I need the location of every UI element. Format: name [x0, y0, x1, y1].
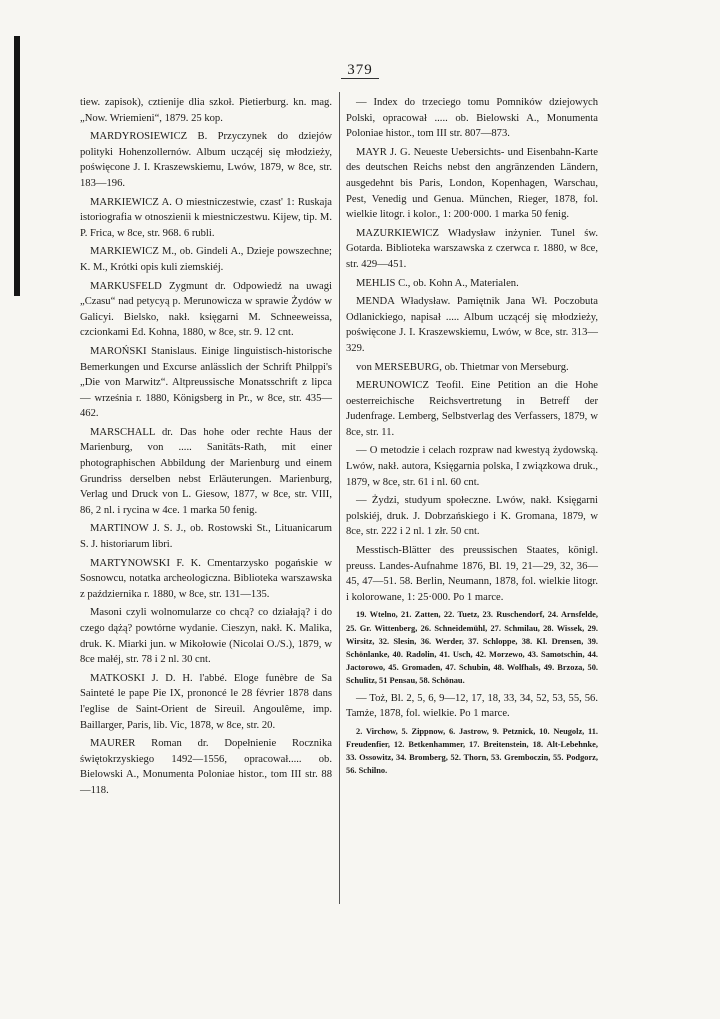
entry-messtisch: Messtisch-Blätter des preussischen Staates, königl. preuss. Landes-Aufnahme 1876, Bl. 19, 21—29, 32, 36—45, 47—51. 58. Berlin, Neumann, 1878, fol. wielkie litogr. i kolorowane, 1: 25·000. Po 1 marce. — [346, 545, 598, 603]
entry-metodzie: — O metodzie i celach rozpraw nad kwestyą żydowską. Lwów, nakł. autora, Księgarnia polska, I związkowa druk., 1879, w 8ce, str. 61 i nl. 60 cnt. — [346, 445, 598, 488]
entry-markusfeld: MARKUSFELD Zygmunt dr. Odpowiedź na uwagi „Czasu“ nad petycyą p. Merunowicza w sprawie Żydów w Galicyi. Bielsko, nakł. księgarni M. Schneeweissa, czcionkami Ed. Kohna, 1880, w 8ce, str. 9. 12 cnt. — [80, 280, 332, 339]
entry-masoni: Masoni czyli wolnomularze co chcą? co działają? i do czego dążą? powtórne wydanie. Cieszyn, nakł. K. Malika, druk. K. Miarki jun. w Mikołowie (Nicolai O./S.), 1879, w 8ce małéj, str. 78 i 2 nl. 30 cnt. — [80, 607, 332, 666]
entry-martynowski: MARTYNOWSKI F. K. Cmentarzysko pogańskie w Sosnowcu, notatka archeologiczna. Biblioteka warszawska z października r. 1880, w 8ce, str. 131—135. — [80, 557, 332, 600]
entry-martinow: MARTINOW J. S. J., ob. Rostowski St., Lituanicarum S. J. historiarum libri. — [80, 523, 332, 551]
entry-index: — Index do trzeciego tomu Pomników dziejowych Polski, opracował ..... ob. Bielowski A., Monumenta Poloniae histor., tom III str. 807—873. — [346, 97, 598, 140]
entry-merseburg: von MERSEBURG, ob. Thietmar von Merseburg. — [356, 361, 569, 373]
entry-marschall: MARSCHALL dr. Das hohe oder rechte Haus der Marienburg, von ..... Sanitäts-Rath, mit einer photographischen Abbildung der Marienburg und einem Grundriss derselben nebst Erläuterungen. Marienburg, Verlag und Druck von L. Giesow, 1877, w 8ce, str. VIII, 86, 2 nl. i rycina w 4ce. 1 marka 50 fenig. — [80, 426, 332, 516]
entry-toz: — Toż, Bl. 2, 5, 6, 9—12, 17, 18, 33, 34, 52, 53, 55, 56. Tamże, 1878, fol. wielkie. Po 1 marce. — [346, 692, 598, 720]
entry-mehlis: MEHLIS C., ob. Kohn A., Materialen. — [356, 277, 519, 289]
column-divider — [339, 92, 340, 904]
entry-continuation: tiew. zapisok), cztienije dlia szkoł. Pietierburg. kn. mag. „Now. Wriemieni“, 1879. 25 kop. — [80, 97, 332, 124]
right-column — [346, 95, 598, 781]
entry-sheet-list-1: 19. Wtelno, 21. Zatten, 22. Tuetz, 23. Ruschendorf, 24. Arnsfelde, 25. Gr. Wittenberg, 26. Schneidemühl, 27. Schmilau, 28. Wissek, 29. Wirsitz, 32. Slesin, 36. Werder, 37. Schloppe, 38. Kl. Drensen, 39. Schönlanke, 40. Radolin, 41. Usch, 42. Morzewo, 43. Samotschin, 44. Jactorowo, 45. Gromaden, 47. Schubin, 48. Wolfhals, 49. Brzoza, 50. Schulitz, 51 Pensau, 58. Schönau. — [346, 610, 598, 686]
entry-mazurkiewicz: MAZURKIEWICZ Władysław inżynier. Tunel św. Gotarda. Biblioteka warszawska z czerwca r. 1880, w 8ce, str. 429—451. — [346, 227, 598, 270]
entry-mardyrosiewicz: MARDYROSIEWICZ B. Przyczynek do dziejów polityki Hohenzollernów. Album uczącéj się młodzieży, poświęcone J. I. Kraszewskiemu, Lwów, 1879, w 8ce, str. 183—196. — [80, 131, 332, 189]
entry-sheet-list-2: 2. Virchow, 5. Zippnow, 6. Jastrow, 9. Petznick, 10. Neugolz, 11. Freudenfier, 12. Betkenhammer, 17. Breitenstein, 18. Alt-Lebehnke, 33. Ossowitz, 34. Bromberg, 52. Thorn, 53. Gremboczin, 55. Podgorz, 56. Schilno. — [346, 726, 598, 776]
entry-maronski: MAROŃSKI Stanislaus. Einige linguistisch-historische Bemerkungen und Excurse anlässlich der Schrift Philppi's „Die von Marwitz“. Altpreussische Monatsschrift z lipca — września r. 1880, Königsberg in Pr., w 8ce, str. 435—462. — [80, 345, 332, 420]
entry-markiewicz-m: MARKIEWICZ M., ob. Gindeli A., Dzieje powszechne; K. M., Krótki opis kuli ziemskiéj. — [80, 246, 332, 273]
entry-merunowicz: MERUNOWICZ Teofil. Eine Petition an die Hohe oesterreichische Reichsvertretung in Betreff der Judenfrage. Lemberg, Selbstverlag des Verfassers, 1879, w 8ce, str. 11. — [346, 380, 598, 438]
entry-markiewicz-a: MARKIEWICZ A. O miestniczestwie, czast' 1: Ruskaja istoriografia w otnoszienii k miestniczestwu. Kijew, tip. M. P. Frica, w 8ce, str. 968. 6 rubli. — [80, 196, 332, 239]
entry-maurer: MAURER Roman dr. Dopełnienie Rocznika świętokrzyskiego 1492—1556, opracował..... ob. Bielowski A., Monumenta Poloniae histor., tom III str. 88—118. — [80, 738, 332, 796]
page-number-text: 379 — [341, 62, 379, 79]
page-number — [0, 62, 720, 79]
entry-matkoski: MATKOSKI J. D. H. l'abbé. Eloge funèbre de Sa Sainteté le pape Pie IX, prononcé le 28 février 1878 dans l'eglise de Saint-Orient de Sireuil. Angoulême, imp. Baillarger, Paris, lib. Vic, 1878, w 8ce, str. 20. — [80, 672, 332, 731]
entry-mayr: MAYR J. G. Neueste Uebersichts- und Eisenbahn-Karte des deutschen Reichs nebst den angränzenden Ländern, ausgedehnt bis Paris, London, Kopenhagen, Warschau, Pest, Venedig und Genua. München, Rieger, 1878, fol. wielkie litogr. i kolor., 1: 200·000. 1 marka 50 fenig. — [346, 146, 598, 221]
left-column — [80, 95, 332, 802]
entry-menda: MENDA Władysław. Pamiętnik Jana Wł. Poczobuta Odlanickiego, napisał ..... Album uczącéj się młodzieży, poświęcone J. I. Kraszewskiemu, Lwów, w 8ce, str. 313—329. — [346, 296, 598, 354]
entry-zydzi: — Żydzi, studyum społeczne. Lwów, nakł. Księgarni polskiéj, druk. J. Dobrzańskiego i K. Gromana, 1879, w 8ce, str. 222 i 2 nl. 1 złr. 50 cnt. — [346, 495, 598, 538]
